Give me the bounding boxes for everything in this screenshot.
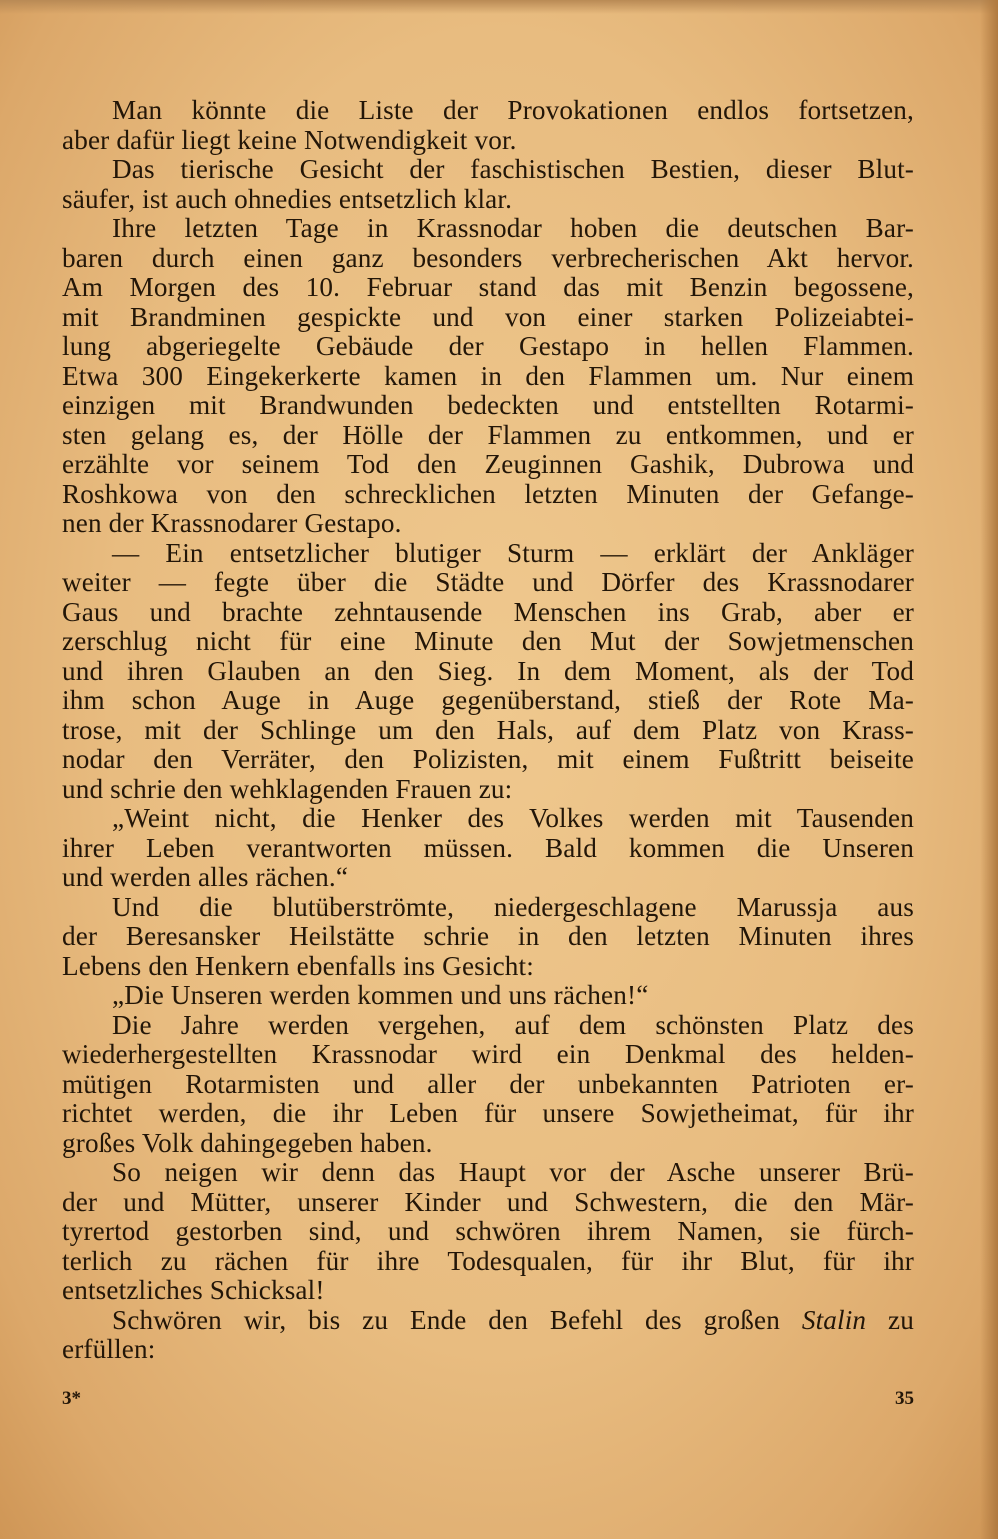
body-text — [62, 96, 914, 1365]
signature-mark: 3* — [62, 1388, 81, 1409]
paragraph-final — [62, 1306, 914, 1365]
text-line — [62, 1306, 914, 1336]
text-line: „Die Unseren werden kommen und uns rächen!“ — [112, 981, 649, 1010]
text-line: Lebens den Henkern ebenfalls ins Gesicht: — [62, 951, 534, 981]
text-line: — Ein entsetzlicher blutiger Sturm — erklärt der Ankläger — [112, 538, 914, 568]
text-line: zerschlug nicht für eine Minute den Mut der Sowjetmenschen — [62, 627, 914, 656]
text-line: Und die blutüberströmte, niedergeschlagene Marussja aus — [112, 892, 914, 922]
text-line: erfüllen: — [62, 1335, 156, 1364]
text-line: trose, mit der Schlinge um den Hals, auf dem Platz von Krass- — [62, 715, 914, 745]
text-line: nen der Krassnodarer Gestapo. — [62, 509, 402, 538]
text-line: säufer, ist auch ohnedies entsetzlich klar. — [62, 184, 513, 214]
text-line: ihm schon Auge in Auge gegenüberstand, stieß der Rote Ma- — [62, 686, 914, 715]
paragraph — [62, 155, 914, 214]
text-line: Am Morgen des 10. Februar stand das mit Benzin begossene, — [62, 273, 914, 302]
paragraph — [62, 893, 914, 982]
text-line: tyrertod gestorben sind, und schwören ihrem Namen, sie fürch- — [62, 1217, 914, 1246]
paragraph — [62, 96, 914, 155]
text-line: Etwa 300 Eingekerkerte kamen in den Flammen um. Nur einem — [62, 361, 914, 391]
text-line: nodar den Verräter, den Polizisten, mit einem Fußtritt beiseite — [62, 745, 914, 774]
text-line: entsetzliches Schicksal! — [62, 1276, 325, 1305]
stalin-name: Stalin — [801, 1305, 867, 1335]
text-line: Die Jahre werden vergehen, auf dem schönsten Platz des — [112, 1010, 914, 1040]
text-line: sten gelang es, der Hölle der Flammen zu entkommen, und er — [62, 420, 914, 450]
text-fragment: Schwören wir, bis zu Ende den Befehl des großen — [112, 1305, 802, 1335]
text-line: Gaus und brachte zehntausende Menschen ins Grab, aber er — [62, 597, 914, 627]
text-line: Das tierische Gesicht der faschistischen Bestien, dieser Blut- — [112, 155, 914, 184]
text-line: der und Mütter, unserer Kinder und Schwestern, die den Mär- — [62, 1187, 914, 1217]
text-line: Roshkowa von den schrecklichen letzten Minuten der Gefange- — [62, 479, 914, 509]
text-line: wiederhergestellten Krassnodar wird ein Denkmal des helden- — [62, 1040, 914, 1069]
text-line: weiter — fegte über die Städte und Dörfer des Krassnodarer — [62, 568, 914, 597]
paragraph — [62, 214, 914, 539]
text-line: einzigen mit Brandwunden bedeckten und entstellten Rotarmi- — [62, 391, 914, 420]
text-line: baren durch einen ganz besonders verbrecherischen Akt hervor. — [62, 243, 914, 273]
page-number: 35 — [895, 1388, 914, 1409]
text-line: mit Brandminen gespickte und von einer starken Polizeiabtei- — [62, 302, 914, 332]
text-line: „Weint nicht, die Henker des Volkes werden mit Tausenden — [112, 804, 914, 833]
text-line: mütigen Rotarmisten und aller der unbekannten Patrioten er- — [62, 1069, 914, 1099]
text-line: und schrie den wehklagenden Frauen zu: — [62, 774, 513, 804]
paragraph — [62, 1158, 914, 1306]
text-line: großes Volk dahingegeben haben. — [62, 1128, 433, 1158]
text-line: Man könnte die Liste der Provokationen endlos fortsetzen, — [112, 96, 914, 125]
text-line: der Beresansker Heilstätte schrie in den letzten Minuten ihres — [62, 922, 914, 951]
page-right-edge — [980, 0, 998, 1539]
paragraph — [62, 804, 914, 893]
text-line: erzählte vor seinem Tod den Zeuginnen Gashik, Dubrowa und — [62, 450, 914, 479]
paragraph — [62, 981, 914, 1011]
text-line: und ihren Glauben an den Sieg. In dem Moment, als der Tod — [62, 656, 914, 686]
text-line: terlich zu rächen für ihre Todesqualen, für ihr Blut, für ihr — [62, 1246, 914, 1276]
text-line: So neigen wir denn das Haupt vor der Asche unserer Brü- — [112, 1158, 914, 1187]
text-line: lung abgeriegelte Gebäude der Gestapo in hellen Flammen. — [62, 332, 914, 361]
paragraph — [62, 539, 914, 805]
text-line: und werden alles rächen.“ — [62, 863, 349, 892]
text-line: ihrer Leben verantworten müssen. Bald kommen die Unseren — [62, 833, 914, 863]
text-fragment: zu — [866, 1305, 914, 1335]
paragraph — [62, 1011, 914, 1159]
text-line: Ihre letzten Tage in Krassnodar hoben die deutschen Bar- — [112, 214, 914, 243]
page-top-edge — [0, 0, 998, 14]
text-line: aber dafür liegt keine Notwendigkeit vor. — [62, 125, 517, 155]
text-line: richtet werden, die ihr Leben für unsere Sowjetheimat, für ihr — [62, 1099, 914, 1128]
